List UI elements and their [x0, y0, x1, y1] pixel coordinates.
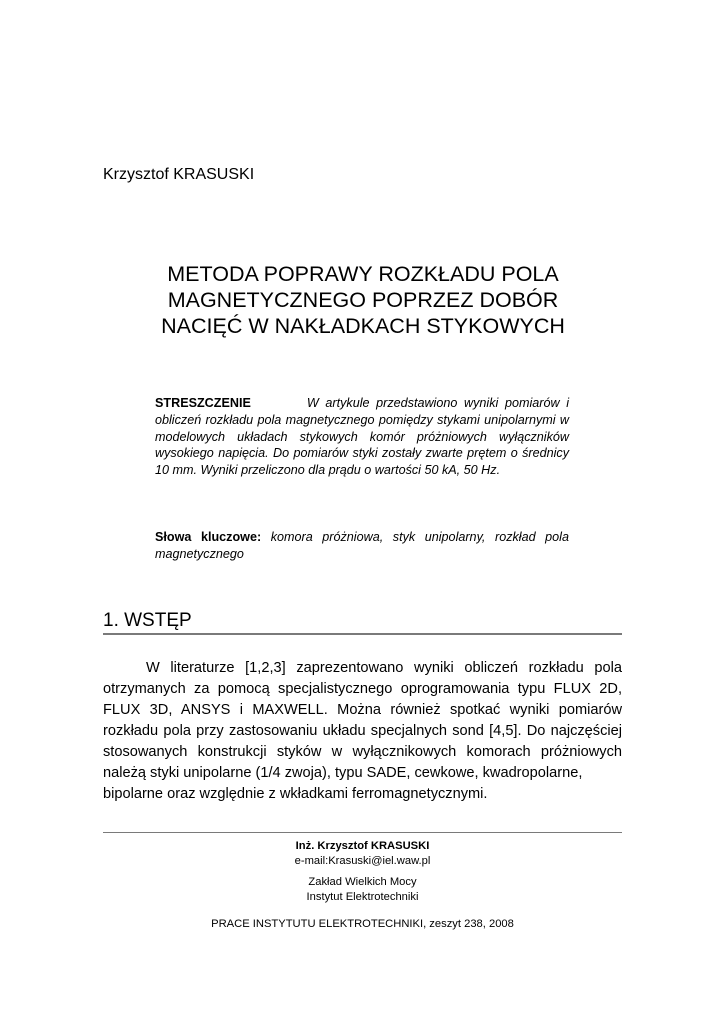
section-heading: 1. WSTĘP	[103, 610, 192, 631]
title-line: NACIĘĆ W NAKŁADKACH STYKOWYCH	[161, 314, 565, 338]
intro-paragraph	[103, 658, 622, 805]
title-line: METODA POPRAWY ROZKŁADU POLA	[167, 262, 559, 286]
section-divider	[103, 633, 622, 635]
author-name: Krzysztof KRASUSKI	[103, 166, 255, 183]
keywords-label: Słowa kluczowe:	[155, 530, 262, 544]
affiliation-email: e-mail:Krasuski@iel.waw.pl	[294, 855, 431, 867]
paper-title	[103, 261, 623, 339]
keywords	[155, 529, 569, 563]
abstract-text: W artykule przedstawiono wyniki pomiarów i obliczeń rozkładu pola magnetycznego pomiędzy stykami unipolarnymi w modelowych układach stykowych komór próżniowych wyłączników wysokiego napięcia. Do pomiarów styki zostały zwarte prętem o średnicy 10 mm. Wyniki przeliczono dla prądu o wartości 50 kA, 50 Hz.	[155, 396, 569, 478]
title-line: MAGNETYCZNEGO POPRZEZ DOBÓR	[167, 288, 559, 312]
affiliation-name: Inż. Krzysztof KRASUSKI	[295, 840, 430, 852]
author-affiliation	[103, 839, 622, 905]
keywords-text: komora próżniowa, styk unipolarny, rozkład pola magnetycznego	[155, 530, 569, 561]
intro-paragraph-last-line: bipolarne oraz względnie z wkładkami ferromagnetycznymi.	[103, 786, 488, 802]
footer-divider	[103, 832, 622, 833]
journal-reference: PRACE INSTYTUTU ELEKTROTECHNIKI, zeszyt 238, 2008	[211, 918, 514, 930]
abstract	[155, 395, 569, 479]
abstract-label: STRESZCZENIE	[155, 396, 251, 410]
affiliation-department: Zakład Wielkich Mocy	[308, 876, 417, 888]
intro-paragraph-text: W literaturze [1,2,3] zaprezentowano wyniki obliczeń rozkładu pola otrzymanych za pomocą specjalistycznego oprogramowania typu FLUX 2D, FLUX 3D, ANSYS i MAXWELL. Można również spotkać wyniki pomiarów rozkładu pola przy zastosowaniu układu specjalnych sond [4,5]. Do najczęściej stosowanych konstrukcji styków w wyłącznikowych komorach próżniowych należą styki unipolarne (1/4 zwoja), typu SADE, cewkowe, kwadropolarne,	[103, 660, 622, 781]
affiliation-institute: Instytut Elektrotechniki	[306, 891, 419, 903]
